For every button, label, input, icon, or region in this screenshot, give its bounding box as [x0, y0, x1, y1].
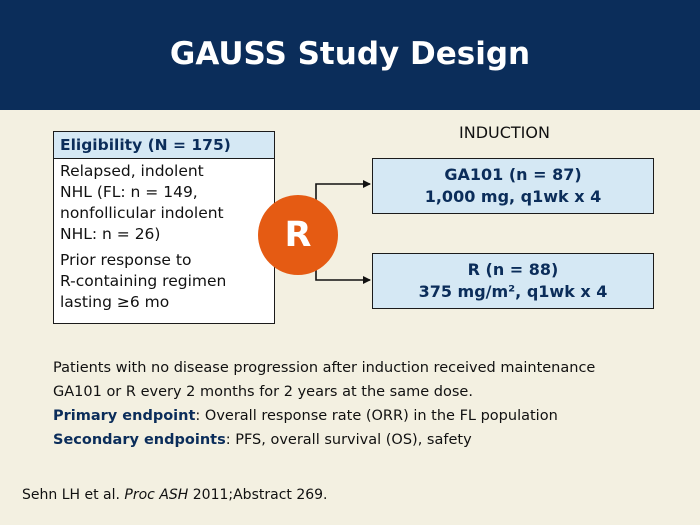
arm-name: GA101 (n = 87)	[444, 165, 582, 184]
arm-name: R (n = 88)	[467, 260, 559, 279]
criterion-item: Prior response to R-containing regimen lasting ≥6 mo	[60, 251, 227, 311]
arm-box-r	[372, 253, 654, 309]
randomization-circle	[258, 195, 338, 275]
secondary-endpoints-text: : PFS, overall survival (OS), safety	[225, 432, 472, 448]
study-notes	[53, 356, 595, 452]
citation-journal: Proc ASH	[124, 487, 189, 503]
primary-endpoint	[53, 404, 595, 428]
arm-box-ga101	[372, 158, 654, 214]
primary-endpoint-text: : Overall response rate (ORR) in the FL population	[195, 408, 558, 424]
eligibility-header: Eligibility (N = 175)	[54, 132, 274, 159]
maintenance-note-line2: GA101 or R every 2 months for 2 years at the same dose.	[53, 384, 473, 400]
maintenance-note-line1: Patients with no disease progression after induction received maintenance	[53, 360, 596, 376]
criterion-item: Relapsed, indolent NHL (FL: n = 149, nonfollicular indolent NHL: n = 26)	[60, 162, 224, 243]
citation-authors: Sehn LH et al.	[22, 487, 125, 503]
citation	[22, 487, 328, 503]
arm-dose: 375 mg/m², q1wk x 4	[418, 282, 608, 301]
primary-endpoint-label: Primary endpoint	[53, 408, 196, 424]
secondary-endpoints-label: Secondary endpoints	[53, 432, 226, 448]
slide-title: GAUSS Study Design	[169, 36, 531, 72]
randomization-label: R	[284, 215, 312, 255]
citation-detail: 2011;Abstract 269.	[188, 487, 328, 503]
arm-dose: 1,000 mg, q1wk x 4	[424, 187, 602, 206]
induction-label: INDUCTION	[459, 123, 550, 142]
secondary-endpoints	[53, 428, 595, 452]
